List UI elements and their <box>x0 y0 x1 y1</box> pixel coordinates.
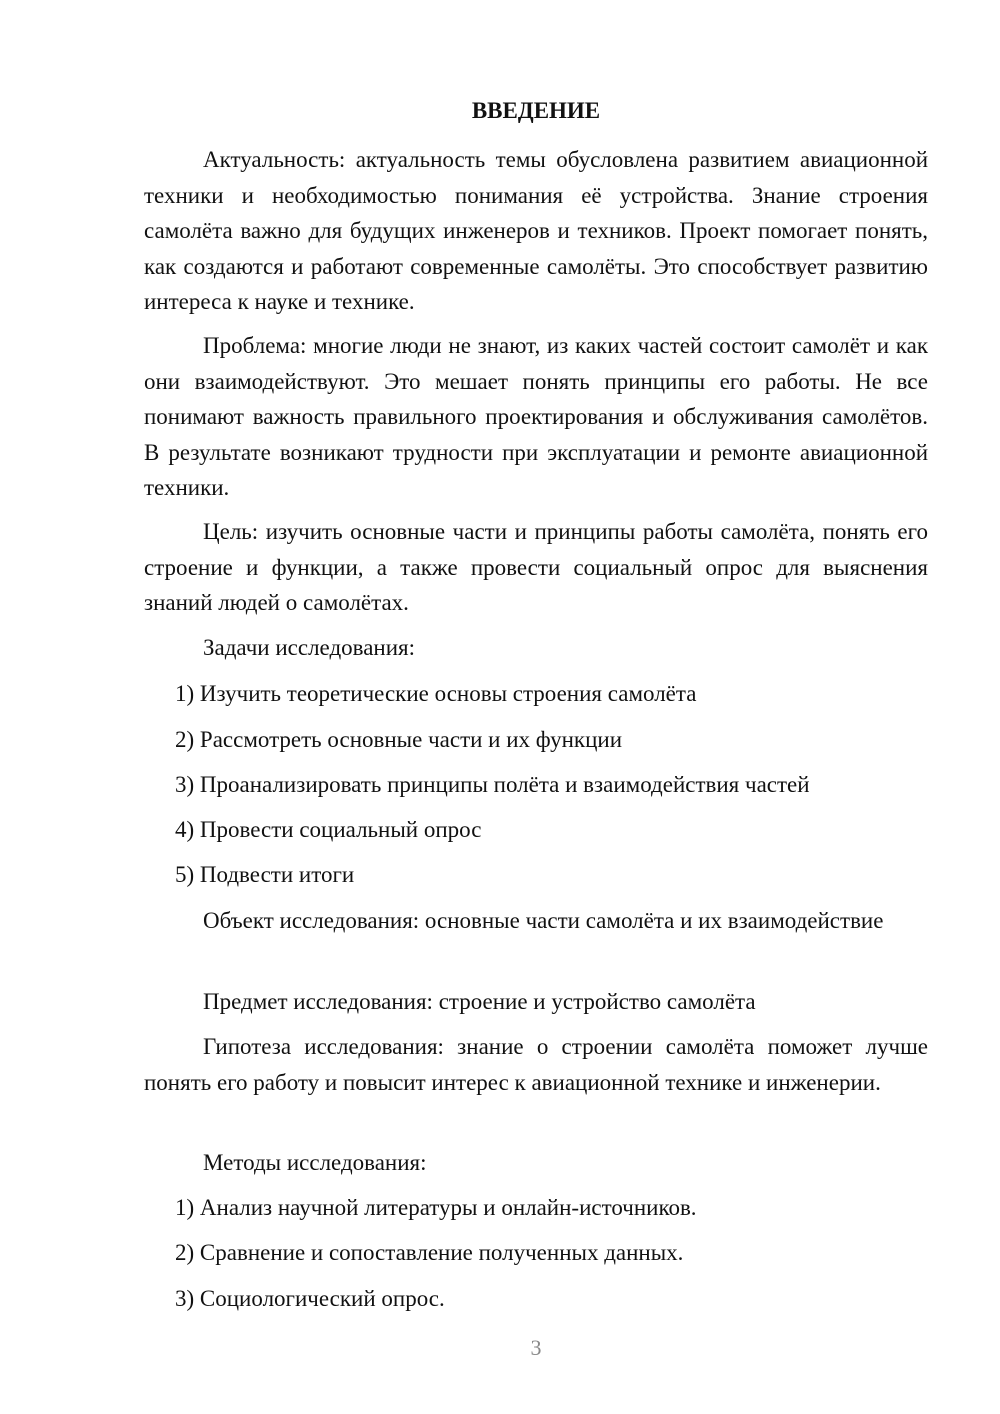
section-heading: ВВЕДЕНИЕ <box>471 98 601 123</box>
task-item: 4) Провести социальный опрос <box>175 817 482 842</box>
method-item: 2) Сравнение и сопоставление полученных данных. <box>175 1240 684 1265</box>
paragraph-subject: Предмет исследования: строение и устройство самолёта <box>203 989 756 1014</box>
paragraph-problem: Проблема: многие люди не знают, из каких частей состоит самолёт и как они взаимодействуют. Это мешает понять принципы его работы. Не все понимают важность правильного проектирования и обслуживания самолётов. В результате возникают трудности при эксплуатации и ремонте авиационной техники. <box>144 333 928 500</box>
page-number: 3 <box>530 1335 542 1360</box>
task-item: 3) Проанализировать принципы полёта и взаимодействия частей <box>175 772 810 797</box>
method-item: 3) Социологический опрос. <box>175 1286 445 1311</box>
paragraph-hypothesis: Гипотеза исследования: знание о строении самолёта поможет лучше понять его работу и повысит интерес к авиационной технике и инженерии. <box>144 1034 928 1095</box>
task-item: 2) Рассмотреть основные части и их функции <box>175 727 623 752</box>
method-item: 1) Анализ научной литературы и онлайн-источников. <box>175 1195 697 1220</box>
task-item: 1) Изучить теоретические основы строения самолёта <box>175 681 697 706</box>
methods-title: Методы исследования: <box>203 1150 427 1175</box>
paragraph-relevance: Актуальность: актуальность темы обусловлена развитием авиационной техники и необходимостью понимания её устройства. Знание строения самолёта важно для будущих инженеров и техников. Проект помогает понять, как создаются и работают современные самолёты. Это способствует развитию интереса к науке и технике. <box>144 147 928 314</box>
paragraph-object: Объект исследования: основные части самолёта и их взаимодействие <box>203 908 884 933</box>
tasks-title: Задачи исследования: <box>203 635 416 660</box>
task-item: 5) Подвести итоги <box>175 862 355 887</box>
paragraph-goal: Цель: изучить основные части и принципы работы самолёта, понять его строение и функции, а также провести социальный опрос для выяснения знаний людей о самолётах. <box>144 519 928 615</box>
